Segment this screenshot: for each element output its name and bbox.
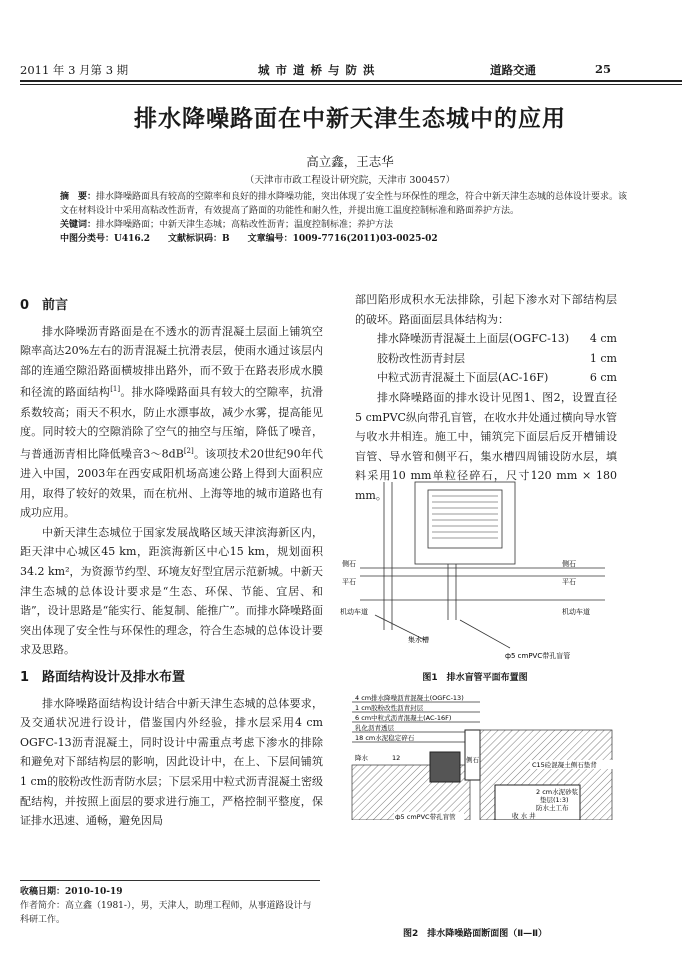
fig2-label-13: 收 水 井 xyxy=(512,812,536,820)
fig2-label-12: 防水土工布 xyxy=(536,804,569,812)
fig1-pipe-label: ф5 cmPVC带孔盲管 xyxy=(505,652,571,660)
journal-name: 城 市 道 桥 与 防 洪 xyxy=(258,63,376,77)
header-rule xyxy=(20,80,682,82)
fig2-label-1: 4 cm排水降噪沥青混凝土(OGFC-13) xyxy=(355,694,464,702)
fig2-curb xyxy=(465,730,480,780)
figure-2-drawing xyxy=(340,690,620,820)
page-number: 25 xyxy=(595,62,612,76)
footnote xyxy=(20,880,320,927)
keywords-text: 排水降噪路面；中新天津生态城；高粘改性沥青；温度控制标准；养护方法 xyxy=(96,220,394,230)
fig1-flat-left: 平石 xyxy=(342,578,356,586)
abstract-text: 排水降噪路面具有较高的空隙率和良好的排水降噪功能，突出体现了安全性与环保性的理念，符合中新天津生态城的总体设计要求。该文在材料设计中采用高粘改性沥青，有效提高了路面的功能性和耐久性，并提出施工温度控制标准和路面养护方法。 xyxy=(60,192,628,216)
figure-2-caption: 图2 排水降噪路面断面图（Ⅱ—Ⅱ） xyxy=(402,929,548,939)
keywords xyxy=(60,218,635,232)
affiliation: （天津市市政工程设计研究院，天津市 300457） xyxy=(244,175,456,186)
section-0-para-2: 中新天津生态城位于国家发展战略区域天津滨海新区内，距天津中心城区45 km，距滨海新区中心15 km，规划面积34.2 km²，为资源节约型、环境友好型宜居示范新城。中新天津生态城的总体设计要求是“生态、环保、节能、宜居、和谐”，设计思路是“能实行、能复制、能推广”。而排水降噪路面突出体现了安全性与环保性的理念，符合生态城的总体设计要求及思路。 xyxy=(20,525,323,657)
fig1-trough-label: 集水槽 xyxy=(408,636,429,644)
figure-1-drawing xyxy=(340,480,610,665)
fig2-trough xyxy=(430,752,460,782)
figure-1-caption: 图1 排水盲管平面布置图 xyxy=(422,673,528,683)
section-name: 道路交通 xyxy=(490,63,536,77)
layer-list xyxy=(355,329,617,388)
abstract-block xyxy=(60,190,635,246)
right-para-1: 排水降噪路面的排水设计见图1、图2，设置直径5 cmPVC纵向带孔盲管，在收水井处通过横向导水管与收水井相连。施工中，铺筑完下面层后反开槽铺设盲管、导水管和侧平石，集水槽四周铺设防水层，填料采用10 mm单粒径碎石，尺寸120 mm × 180 mm。 xyxy=(355,390,617,502)
paper-title: 排水降噪路面在中新天津生态城中的应用 xyxy=(134,106,566,132)
fig2-label-4: 乳化沥青透层 xyxy=(355,724,394,732)
section-1-heading: 1 路面结构设计及排水布置 xyxy=(20,670,186,685)
fig2-label-5: 18 cm水泥稳定碎石 xyxy=(355,734,415,742)
keywords-label: 关键词： xyxy=(60,220,97,230)
section-1-para-1: 排水降噪路面结构设计结合中新天津生态城的总体要求，及交通状况进行设计，借鉴国内外经验，排水层采用4 cm OGFC-13沥青混凝土，同时设计中需重点考虑下渗水的排除和避免对下部结构层的影响，因此设计中，在上、下层间铺筑1 cm的胶粉改性沥青防水层；下层采用中粒式沥青混凝土密级配结构，并按照上面层的要求进行施工，严格控制平整度，保证排水迅速、通畅，避免因局 xyxy=(20,696,323,828)
issue-info: 2011 年 3 月第 3 期 xyxy=(20,63,129,77)
fig2-label-14: ф5 cmPVC带孔盲管 xyxy=(395,813,456,820)
header-rule-thin xyxy=(20,84,682,85)
fig2-label-3: 6 cm中粒式沥青混凝土(AC-16F) xyxy=(355,714,452,722)
fig2-label-11: 垫层(1:3) xyxy=(540,796,569,804)
drain-grate xyxy=(415,482,515,564)
fig1-lane-right: 机动车道 xyxy=(562,608,590,616)
right-column xyxy=(355,290,617,506)
fig1-curb-right: 侧石 xyxy=(562,560,576,568)
fig2-label-9: C15砼混凝土侧石垫背 xyxy=(532,761,597,769)
fig2-label-7: 12 xyxy=(392,754,401,762)
abstract xyxy=(60,190,635,218)
fig1-lane-left: 机动车道 xyxy=(340,608,368,616)
layer-item: 排水降噪沥青混凝土上面层(OGFC-13) 4 cm xyxy=(377,332,617,346)
layer-item: 中粒式沥青混凝土下面层(AC-16F) 6 cm xyxy=(377,371,617,385)
layer-item: 胶粉改性沥青封层 1 cm xyxy=(377,351,617,365)
author-bio: 作者简介：高立鑫（1981-），男，天津人，助理工程师，从事道路设计与科研工作。 xyxy=(20,901,312,925)
classification: 中图分类号：U416.2 文献标识码：B 文章编号：1009-7716(2011)03-0025-02 xyxy=(60,234,438,244)
grate-inner xyxy=(428,490,502,548)
fig2-curb-label: 侧石 xyxy=(466,756,479,764)
right-para-0: 部凹陷形成积水无法排除，引起下渗水对下部结构层的破坏。路面面层具体结构为： xyxy=(355,293,617,326)
authors: 高立鑫，王志华 xyxy=(306,154,394,169)
fig1-flat-right: 平石 xyxy=(562,578,576,586)
running-header xyxy=(20,58,682,80)
fig2-label-6: 降水 xyxy=(355,754,368,762)
fig2-label-10: 2 cm水泥砂浆 xyxy=(536,788,579,796)
fig2-label-2: 1 cm胶粉改性沥青封层 xyxy=(355,704,424,712)
received-date: 收稿日期：2010-10-19 xyxy=(20,887,123,897)
fig1-curb-left: 侧石 xyxy=(342,560,356,568)
section-0-heading: 0 前言 xyxy=(20,298,69,313)
section-0-para-1: 排水降噪沥青路面是在不透水的沥青混凝土层面上铺筑空隙率高达20%左右的沥青混凝土抗滑表层，使雨水通过该层内部的连通空隙沿路面横坡排出路外，而不致于在路表形成水膜和径流的路面结构[1]。排水降噪路面具有较大的空隙率，抗滑系数较高；雨天不积水，防止水漂事故，减少水雾，提高能见度。同时较大的空隙消除了空气的抽空与压缩，降低了噪音，与普通沥青相比降低噪音3～8dB[2]。该项技术20世纪90年代进入中国，2003年在西安咸阳机场高速公路上得到大面积应用，取得了较好的效果，而在杭州、上海等地的城市道路也有成功应用。 xyxy=(20,324,324,520)
abstract-label: 摘 要： xyxy=(60,192,97,202)
left-column xyxy=(20,288,323,831)
